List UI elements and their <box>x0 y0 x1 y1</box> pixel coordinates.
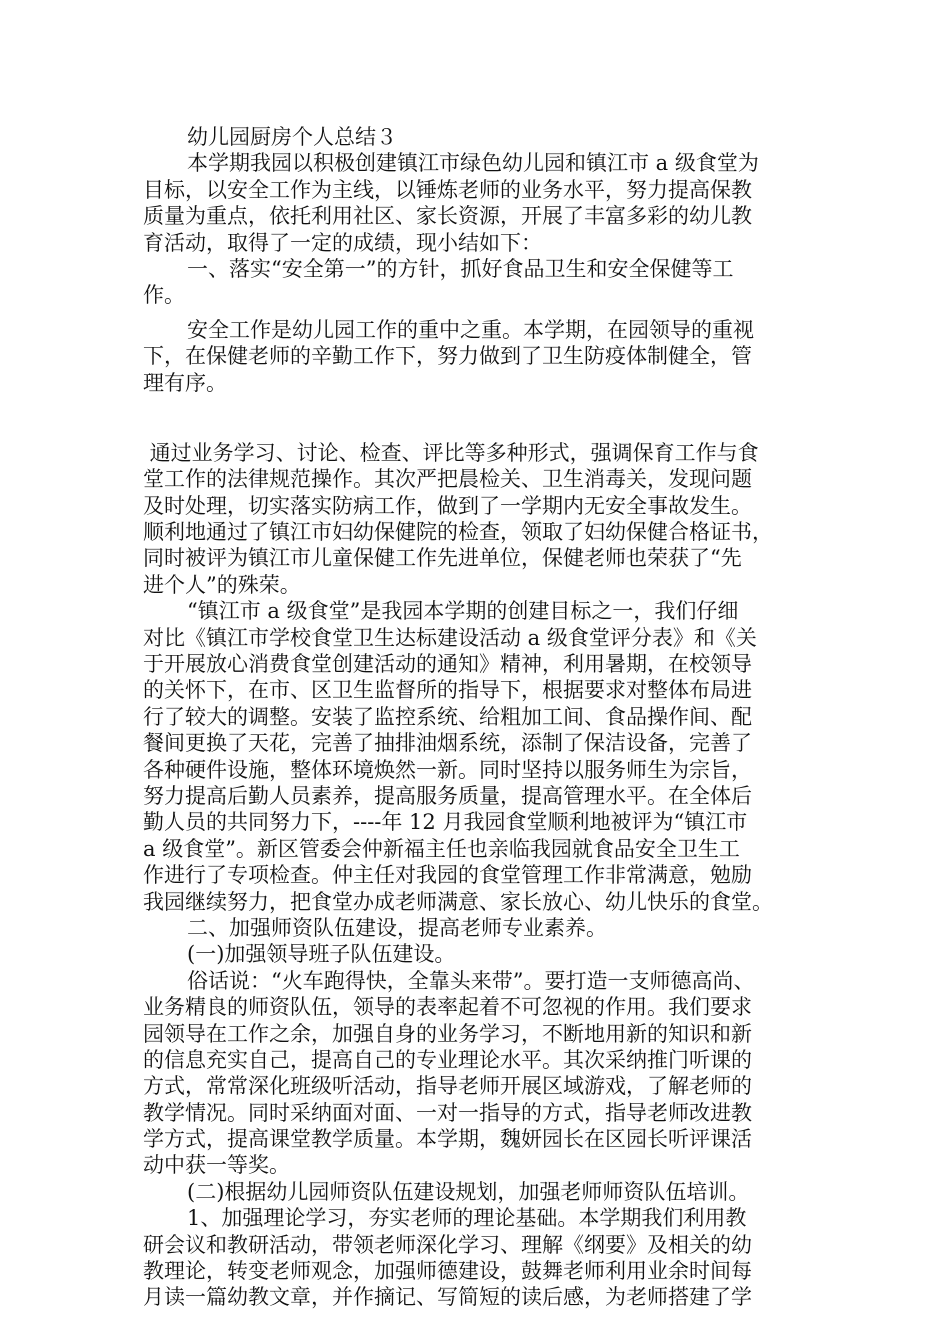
paragraph-line: 学方式，提高课堂教学质量。本学期，魏妍园长在区园长听评课活 <box>143 1127 752 1152</box>
section-heading: 作。 <box>143 283 185 308</box>
paragraph-line: 园领导在工作之余，加强自身的业务学习，不断地用新的知识和新 <box>143 1021 752 1046</box>
paragraph-line: 教理论，转变老师观念，加强师德建设，鼓舞老师利用业余时间每 <box>143 1259 752 1284</box>
paragraph-line: 行了较大的调整。安装了监控系统、给粗加工间、食品操作间、配 <box>143 704 752 729</box>
paragraph-line: 进个人”的殊荣。 <box>143 572 301 597</box>
paragraph-line: 同时被评为镇江市儿童保健工作先进单位，保健老师也荣获了“先 <box>143 546 742 571</box>
paragraph-line: 及时处理，切实落实防病工作，做到了一学期内无安全事故发生。 <box>143 493 752 518</box>
paragraph-line: 研会议和教研活动，带领老师深化学习、理解《纲要》及相关的幼 <box>143 1232 752 1257</box>
paragraph-line: 安全工作是幼儿园工作的重中之重。本学期，在园领导的重视 <box>187 317 754 342</box>
paragraph-line: 于开展放心消费食堂创建活动的通知》精神，利用暑期，在校领导 <box>143 652 752 677</box>
paragraph-line: 我园继续努力，把食堂办成老师满意、家长放心、幼儿快乐的食堂。 <box>143 889 773 914</box>
paragraph-line: 勤人员的共同努力下，----年 12 月我园食堂顺利地被评为“镇江市 <box>143 810 748 835</box>
paragraph-line: 的关怀下，在市、区卫生监督所的指导下，根据要求对整体布局进 <box>143 678 752 703</box>
paragraph-line: a 级食堂”。新区管委会仲新福主任也亲临我园就食品安全卫生工 <box>143 836 740 861</box>
paragraph-line: 餐间更换了天花，完善了抽排油烟系统，添制了保洁设备，完善了 <box>143 731 752 756</box>
subsection-heading: (一)加强领导班子队伍建设。 <box>187 942 456 967</box>
subsection-heading: (二)根据幼儿园师资队伍建设规划，加强老师师资队伍培训。 <box>187 1179 750 1204</box>
document-page <box>143 124 823 1311</box>
paragraph-line: 努力提高后勤人员素养，提高服务质量，提高管理水平。在全体后 <box>143 783 752 808</box>
paragraph-line: 堂工作的法律规范操作。其次严把晨检关、卫生消毒关，发现问题 <box>143 467 752 492</box>
paragraph-line: 各种硬件设施，整体环境焕然一新。同时坚持以服务师生为宗旨， <box>143 757 752 782</box>
paragraph-line: 本学期我园以积极创建镇江市绿色幼儿园和镇江市 a 级食堂为 <box>187 151 759 176</box>
paragraph-line: 对比《镇江市学校食堂卫生达标建设活动 a 级食堂评分表》和《关 <box>143 625 757 650</box>
paragraph-line: 动中获一等奖。 <box>143 1153 290 1178</box>
paragraph-line: 作进行了专项检查。仲主任对我园的食堂管理工作非常满意，勉励 <box>143 863 752 888</box>
section-heading: 二、加强师资队伍建设，提高老师专业素养。 <box>187 915 607 940</box>
paragraph-line: 俗话说：“火车跑得快，全靠头来带”。要打造一支师德高尚、 <box>187 968 755 993</box>
paragraph-line: 顺利地通过了镇江市妇幼保健院的检查，领取了妇幼保健合格证书， <box>143 520 773 545</box>
paragraph-line: 教学情况。同时采纳面对面、一对一指导的方式，指导老师改进教 <box>143 1100 752 1125</box>
paragraph-line: 育活动，取得了一定的成绩，现小结如下： <box>143 230 542 255</box>
paragraph-line: 1、加强理论学习，夯实老师的理论基础。本学期我们利用教 <box>187 1206 747 1231</box>
spacer <box>143 309 823 317</box>
spacer <box>143 396 823 440</box>
paragraph-line: 通过业务学习、讨论、检查、评比等多种形式，强调保育工作与食 <box>143 440 759 465</box>
paragraph-line: 方式，常常深化班级听活动，指导老师开展区域游戏，了解老师的 <box>143 1074 752 1099</box>
section-heading: 一、落实“安全第一”的方针，抓好食品卫生和安全保健等工 <box>187 256 734 281</box>
paragraph-line: 目标，以安全工作为主线，以锤炼老师的业务水平，努力提高保教 <box>143 177 752 202</box>
paragraph-line: 质量为重点，依托利用社区、家长资源，开展了丰富多彩的幼儿教 <box>143 204 752 229</box>
paragraph-line: “镇江市 a 级食堂”是我园本学期的创建目标之一，我们仔细 <box>187 599 739 624</box>
paragraph-line: 业务精良的师资队伍，领导的表率起着不可忽视的作用。我们要求 <box>143 995 752 1020</box>
paragraph-line: 理有序。 <box>143 370 227 395</box>
paragraph-line: 月读一篇幼教文章，并作摘记、写简短的读后感，为老师搭建了学 <box>143 1285 752 1310</box>
document-title: 幼儿园厨房个人总结３ <box>187 125 397 149</box>
paragraph-line: 下，在保健老师的辛勤工作下，努力做到了卫生防疫体制健全，管 <box>143 344 752 369</box>
paragraph-line: 的信息充实自己，提高自己的专业理论水平。其次采纳推门听课的 <box>143 1047 752 1072</box>
